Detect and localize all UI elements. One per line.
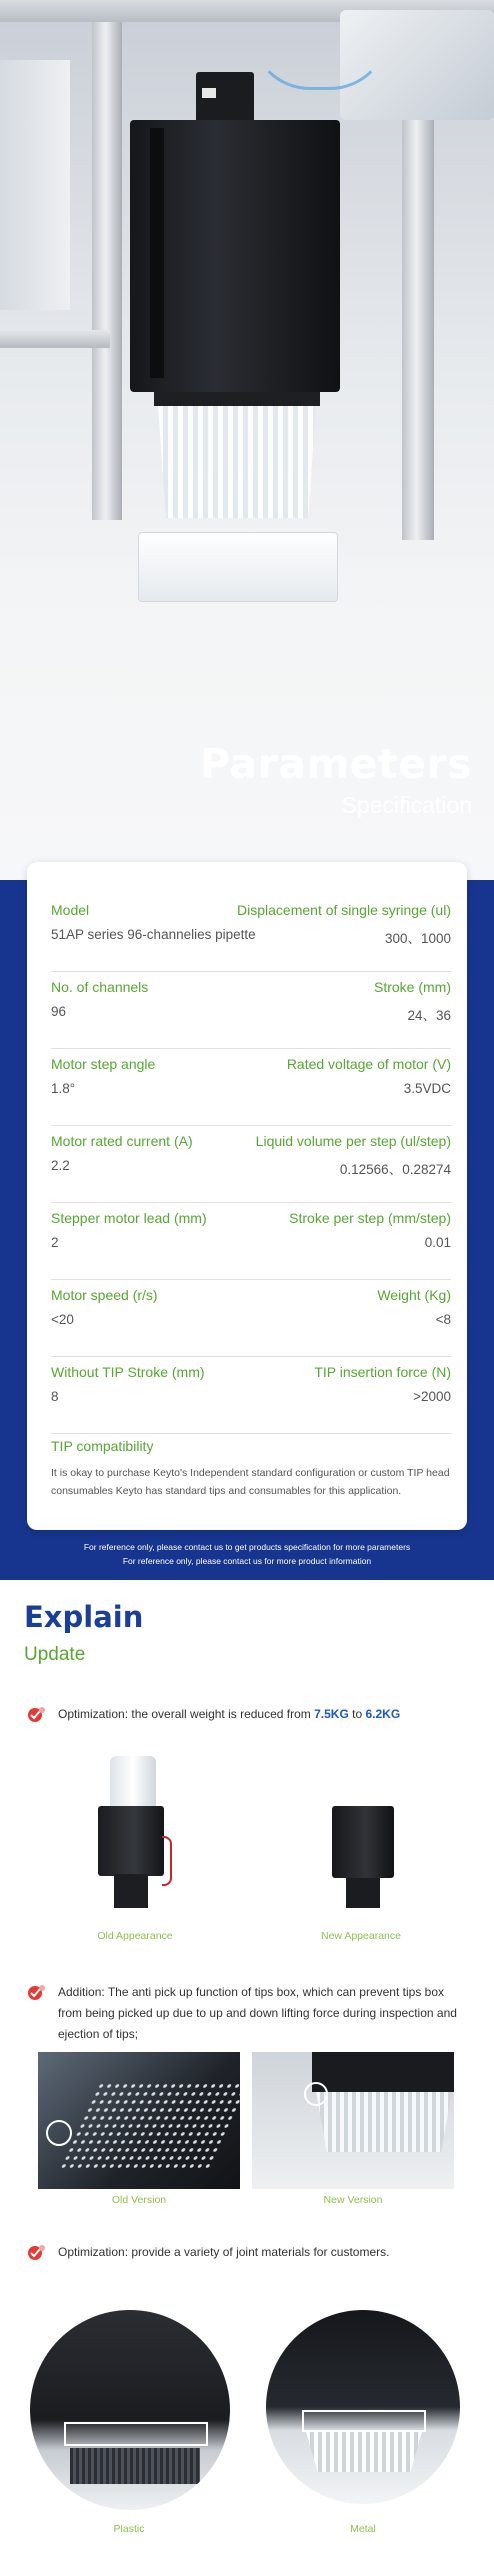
spec-label: Model [51, 902, 90, 918]
update-badge-icon [26, 1984, 46, 2001]
tip-array [306, 2432, 422, 2472]
tip-array [70, 2448, 200, 2484]
spec-value: <8 [435, 1312, 451, 1327]
spec-label: Liquid volume per step (ul/step) [255, 1133, 451, 1149]
spec-value: <20 [51, 1312, 74, 1327]
explain-title: Explain [24, 1600, 144, 1634]
cable-red [162, 1836, 172, 1886]
highlight-circle [46, 2120, 72, 2146]
new-version-caption: New Version [323, 2194, 383, 2206]
old-appearance-caption: Old Appearance [97, 1930, 173, 1942]
spec-row [51, 1287, 451, 1357]
spec-label: TIP insertion force (N) [314, 1364, 451, 1380]
spec-label: Motor step angle [51, 1056, 156, 1072]
bullet-text: to [348, 1707, 366, 1721]
spec-label: Stepper motor lead (mm) [51, 1210, 207, 1226]
weight-old-value: 7.5KG [314, 1707, 349, 1721]
old-appearance-image [90, 1756, 180, 1916]
spec-label: Without TIP Stroke (mm) [51, 1364, 205, 1380]
specification-card [27, 862, 467, 1530]
spec-value: 0.12566、0.28274 [339, 1162, 451, 1177]
product-body [98, 1806, 164, 1876]
spec-value: 2 [51, 1235, 59, 1250]
spec-label: Motor rated current (A) [51, 1133, 193, 1149]
spec-row [51, 1133, 451, 1203]
spec-value: 1.8° [51, 1081, 76, 1096]
spec-row [51, 902, 451, 972]
reference-note: For reference only, please contact us to get products specification for more parameters [83, 1542, 411, 1552]
tips-grid [57, 2082, 240, 2172]
spec-row [51, 979, 451, 1049]
spec-label: Displacement of single syringe (ul) [237, 902, 451, 918]
update-badge-icon [26, 1706, 46, 1723]
specification-subtitle: Specification [341, 792, 472, 818]
spec-row [51, 1364, 451, 1434]
spec-value: 3.5VDC [403, 1081, 451, 1096]
metal-caption: Metal [350, 2523, 376, 2535]
spec-label: Stroke per step (mm/step) [289, 1210, 451, 1226]
metal-joint-image [266, 2310, 460, 2504]
reference-note: For reference only, please contact us for more product information [122, 1556, 372, 1566]
product-body [332, 1806, 394, 1878]
spec-row [51, 1210, 451, 1280]
old-version-image [38, 2052, 240, 2189]
spec-value: 51AP series 96-channelies pipette [51, 927, 256, 942]
spec-label: Stroke (mm) [374, 979, 451, 995]
update-subtitle: Update [24, 1644, 86, 1665]
spec-value: 2.2 [51, 1158, 70, 1173]
product-nozzle [346, 1878, 380, 1908]
new-appearance-image [328, 1806, 398, 1916]
spec-label: Rated voltage of motor (V) [286, 1056, 451, 1072]
spec-label: No. of channels [51, 979, 149, 995]
spec-value: 8 [51, 1389, 59, 1404]
spec-row [51, 1056, 451, 1126]
spec-value: 96 [51, 1004, 67, 1019]
new-appearance-caption: New Appearance [321, 1930, 401, 1942]
bullet-text: Addition: The anti pick up function of tips box, which can prevent tips box from being picked up due to up and down lifting force during inspection and ejection of tips; [58, 1985, 457, 2041]
product-body [312, 2052, 454, 2092]
spec-value: 0.01 [424, 1235, 451, 1250]
reservoir-cup [110, 1756, 156, 1808]
tip-array [316, 2092, 452, 2152]
tip-compatibility-text: It is okay to purchase Keyto's Independent standard configuration or custom TIP head consumables Keyto has standard tips and consumables for this application. [51, 1467, 450, 1497]
plastic-joint-image [30, 2310, 230, 2510]
spec-value: 24、36 [407, 1008, 451, 1023]
bullet-text: Optimization: provide a variety of joint materials for customers. [58, 2245, 390, 2259]
new-version-image [252, 2052, 454, 2189]
update-item-weight [26, 1704, 471, 1725]
spec-label: Weight (Kg) [377, 1287, 451, 1303]
joint-frame [64, 2422, 208, 2446]
parameters-title: Parameters [199, 740, 472, 788]
update-item-materials [26, 2242, 471, 2263]
update-badge-icon [26, 2244, 46, 2261]
spec-label: Motor speed (r/s) [51, 1287, 158, 1303]
hero-section [0, 0, 494, 880]
weight-new-value: 6.2KG [365, 1707, 401, 1721]
spec-value: 300、1000 [384, 931, 451, 946]
spec-value: >2000 [413, 1389, 451, 1404]
old-version-caption: Old Version [111, 2194, 167, 2206]
tip-compatibility-title: TIP compatibility [51, 1438, 154, 1454]
plastic-caption: Plastic [113, 2523, 145, 2535]
product-nozzle [114, 1874, 148, 1908]
joint-frame [302, 2410, 426, 2432]
update-item-anti-pickup [26, 1982, 471, 2045]
bullet-text: Optimization: the overall weight is reduced from [58, 1707, 315, 1721]
highlight-circle [304, 2082, 328, 2106]
